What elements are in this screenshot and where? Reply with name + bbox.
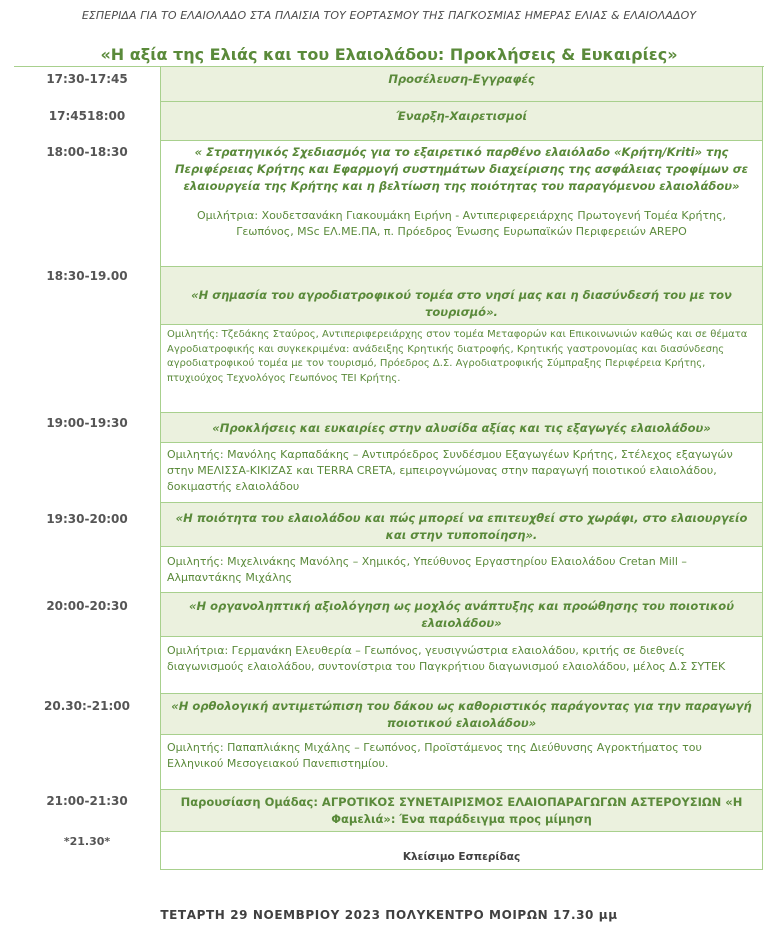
session-title: «Η οργανοληπτική αξιολόγηση ως μοχλός ανάπτυξης και προώθησης του ποιοτικού ελαιολάδου» — [189, 599, 734, 630]
program-cell — [160, 734, 763, 790]
time-slot: 17:4518:00 — [48, 109, 126, 123]
speaker-info: Ομιλητής: Τζεδάκης Σταύρος, Αντιπεριφερειάρχης στον τομέα Μεταφορών και Επικοινωνιών καθώς και σε θέματα Αγροδιατροφικής και συγκεκριμένα: ανάδειξης Κρητικής διατροφής, Κρητικής γαστρονομίας και διασύνδεσης αγροδιατροφικού τομέα με τον τουρισμό, Πρόεδρος Δ.Σ. Αγροδιατροφικής Σύμπραξης Περιφέρεια Κρήτης, πτυχιούχος Τεχνολόγος Γεωπόνος ΤΕΙ Κρήτης. — [167, 329, 748, 384]
program-cell — [160, 442, 763, 503]
time-slot: 19:30-20:00 — [46, 512, 128, 526]
session-title: «Η ορθολογική αντιμετώπιση του δάκου ως καθοριστικός παράγοντας για την παραγωγή ποιοτικού ελαιολάδου» — [171, 699, 752, 730]
time-slot: 21:00-21:30 — [46, 794, 128, 808]
program-cell — [160, 592, 763, 637]
program-cell — [160, 412, 763, 443]
event-title: «Η αξία της Ελιάς και του Ελαιολάδου: Προκλήσεις & Ευκαιρίες» — [100, 45, 678, 64]
time-slot: 18:30-19.00 — [46, 269, 128, 283]
program-cell — [160, 546, 763, 593]
speaker-info: Ομιλήτρια: Χουδετσανάκη Γιακουμάκη Ειρήνη - Αντιπεριφερειάρχης Πρωτογενή Τομέα Κρήτης, Γεωπόνος, MSc ΕΛ.ΜΕ.ΠΑ, π. Πρόεδρος Ένωσης Ευρωπαϊκών Περιφερειών AREPO — [196, 209, 727, 238]
time-slot: 20.30:-21:00 — [44, 699, 130, 713]
speaker-info: Ομιλητής: Παπαπλιάκης Μιχάλης – Γεωπόνος, Προϊστάμενος της Διεύθυνσης Αγροκτήματος του Ελληνικού Μεσογειακού Πανεπιστημίου. — [167, 741, 702, 770]
program-cell — [160, 324, 763, 413]
program-cell — [160, 636, 763, 694]
session-title: Έναρξη-Χαιρετισμοί — [396, 109, 527, 123]
speaker-info: Ομιλήτρια: Γερμανάκη Ελευθερία – Γεωπόνος, γευσιγνώστρια ελαιολάδου, κριτής σε διεθνείς διαγωνισμούς ελαιολάδου, συντονίστρια του Παγκρήτιου διαγωνισμού ελαιολάδου, μέλος Δ.Σ ΣΥΤΕΚ — [167, 644, 726, 673]
program-cell — [160, 101, 763, 141]
program-cell — [160, 693, 763, 735]
speaker-info: Ομιλητής: Μιχελινάκης Μανόλης – Χημικός, Υπεύθυνος Εργαστηρίου Ελαιολάδου Cretan Mill – Αλμπαντάκης Μιχάλης — [167, 555, 687, 584]
event-subtitle: ΕΣΠΕΡΙΔΑ ΓΙΑ ΤΟ ΕΛΑΙΟΛΑΔΟ ΣΤΑ ΠΛΑΙΣΙΑ ΤΟΥ ΕΟΡΤΑΣΜΟΥ ΤΗΣ ΠΑΓΚΟΣΜΙΑΣ ΗΜΕΡΑΣ ΕΛΙΑΣ & ΕΛΑΙΟΛΑΔΟΥ — [81, 9, 697, 22]
session-title: «Η ποιότητα του ελαιολάδου και πώς μπορεί να επιτευχθεί στο χωράφι, στο ελαιουργείο και στην τυποποίηση». — [175, 511, 748, 542]
time-slot: *21.30* — [63, 835, 111, 848]
session-title: « Στρατηγικός Σχεδιασμός για το εξαιρετικό παρθένο ελαιόλαδο «Κρήτη/Kriti» της Περιφέρειας Κρήτης και Εφαρμογή συστημάτων διαχείρισης της ασφάλειας τροφίμων σε ελαιουργεία της Κρήτης και η βελτίωση της ποιότητας του παραγόμενου ελαιολάδου» — [174, 145, 749, 193]
time-slot: 18:00-18:30 — [46, 145, 128, 159]
time-slot: 17:30-17:45 — [46, 72, 128, 86]
session-title: «Η σημασία του αγροδιατροφικού τομέα στο νησί μας και η διασύνδεσή του με τον τουρισμό». — [191, 288, 732, 319]
session-title: Παρουσίαση Ομάδας: ΑΓΡΟΤΙΚΟΣ ΣΥΝΕΤΑΙΡΙΣΜΟΣ ΕΛΑΙΟΠΑΡΑΓΩΓΩΝ ΑΣΤΕΡΟΥΣΙΩΝ «Η Φαμελιά»: Ένα παράδειγμα προς μίμηση — [180, 795, 743, 826]
event-date-venue: ΤΕΤΑΡΤΗ 29 ΝΟΕΜΒΡΙΟΥ 2023 ΠΟΛΥΚΕΝΤΡΟ ΜΟΙΡΩΝ 17.30 μμ — [160, 908, 618, 922]
program-cell — [160, 266, 763, 325]
speaker-info: Ομιλητής: Μανόλης Καρπαδάκης – Αντιπρόεδρος Συνδέσμου Εξαγωγέων Κρήτης, Στέλεχος εξαγωγών στην ΜΕΛΙΣΣΑ-ΚΙΚΙΖΑΣ και TERRA CRETA, εμπειρογνώμονας στην παραγωγή ποιοτικού ελαιολάδου, δοκιμαστής ελαιολάδου — [167, 448, 733, 493]
program-cell — [160, 789, 763, 832]
session-title: Προσέλευση-Εγγραφές — [388, 72, 535, 86]
program-cell — [160, 502, 763, 547]
time-slot: 19:00-19:30 — [46, 416, 128, 430]
program-cell — [160, 66, 763, 102]
program-cell — [160, 140, 763, 267]
session-title: Κλείσιμο Εσπερίδας — [402, 851, 521, 863]
session-title: «Προκλήσεις και ευκαιρίες στην αλυσίδα αξίας και τις εξαγωγές ελαιολάδου» — [212, 421, 711, 435]
time-slot: 20:00-20:30 — [46, 599, 128, 613]
program-cell — [160, 831, 763, 870]
